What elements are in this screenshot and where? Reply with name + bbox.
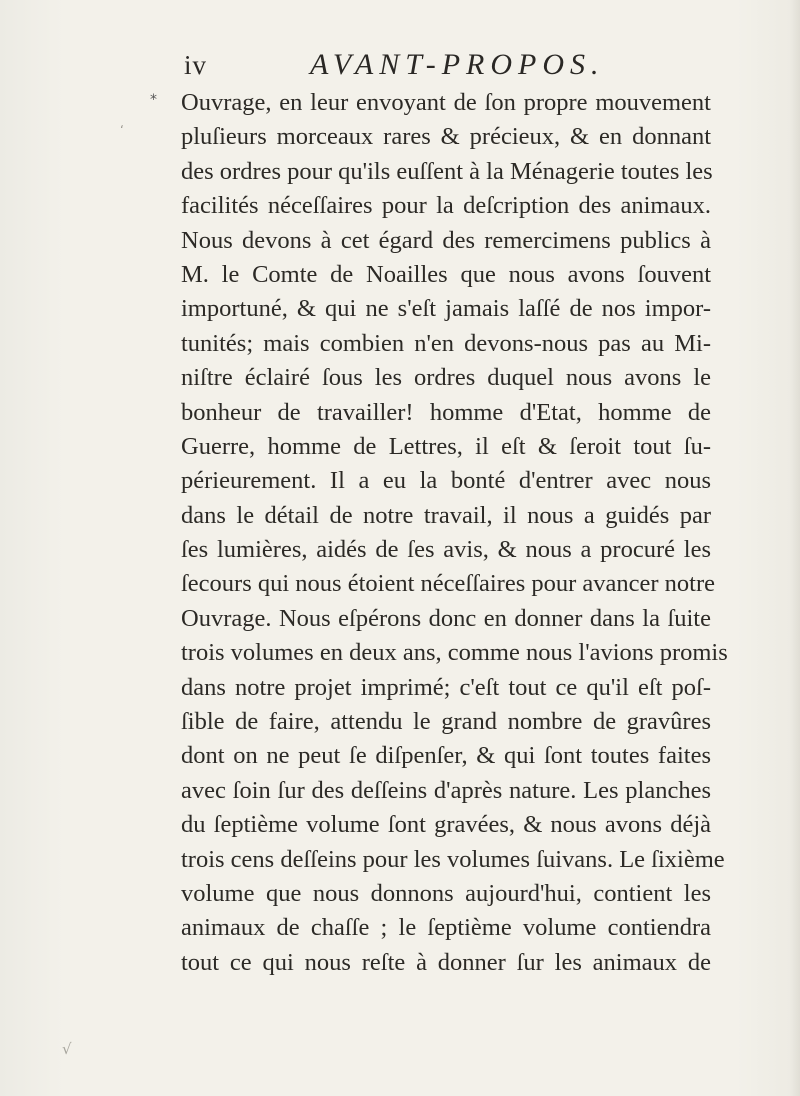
text-line: ſecours qui nous étoient néceſſaires pour avancer notre: [181, 570, 716, 598]
text-line: animaux de chaſſe ; le ſeptième volume contiendra: [181, 914, 711, 942]
text-line: avec ſoin ſur des deſſeins d'après nature. Les planches: [181, 776, 711, 804]
text-line: pluſieurs morceaux rares & précieux, & en donnant: [181, 123, 711, 151]
asterisk-mark: *: [150, 92, 157, 108]
text-line: Ouvrage. Nous eſpérons donc en donner dans la ſuite: [181, 604, 711, 632]
text-line: Nous devons à cet égard des remercimens publics à: [181, 226, 711, 254]
text-line: tout ce qui nous reſte à donner ſur les animaux de: [181, 948, 711, 976]
margin-tick-mark: ʻ: [120, 123, 124, 137]
text-line: tunités; mais combien n'en devons-nous pas au Mi-: [181, 329, 711, 357]
bottom-margin-mark: √: [62, 1040, 72, 1058]
text-line: facilités néceſſaires pour la deſcription des animaux.: [181, 192, 711, 220]
text-line: M. le Comte de Noailles que nous avons ſouvent: [181, 260, 711, 288]
text-line: importuné, & qui ne s'eſt jamais laſſé de nos impor-: [181, 295, 711, 323]
text-line: du ſeptième volume ſont gravées, & nous avons déjà: [181, 811, 711, 839]
body-text: [181, 86, 728, 980]
page-number: iv: [184, 50, 208, 80]
page-edge-shadow: [790, 0, 800, 1096]
text-line: niſtre éclairé ſous les ordres duquel nous avons le: [181, 364, 711, 392]
text-line: dont on ne peut ſe diſpenſer, & qui ſont toutes faites: [181, 742, 711, 770]
text-line: trois cens deſſeins pour les volumes ſuivans. Le ſixième: [181, 845, 725, 873]
text-line: trois volumes en deux ans, comme nous l'avions promis: [181, 639, 728, 667]
text-line: ſes lumières, aidés de ſes avis, & nous a procuré les: [181, 536, 711, 564]
running-head: AVANT-PROPOS.: [310, 48, 605, 81]
text-line: périeurement. Il a eu la bonté d'entrer avec nous: [181, 467, 711, 495]
text-line: volume que nous donnons aujourd'hui, contient les: [181, 879, 711, 907]
text-line: ſible de faire, attendu le grand nombre de gravûres: [181, 708, 711, 736]
text-line: Ouvrage, en leur envoyant de ſon propre mouvement: [181, 89, 711, 116]
text-line: des ordres pour qu'ils euſſent à la Ménagerie toutes les: [181, 157, 713, 185]
text-line: bonheur de travailler! homme d'Etat, homme de: [181, 398, 711, 426]
text-line: dans notre projet imprimé; c'eſt tout ce qu'il eſt poſ-: [181, 673, 711, 701]
text-line: dans le détail de notre travail, il nous a guidés par: [181, 501, 711, 529]
text-line: Guerre, homme de Lettres, il eſt & ſeroit tout ſu-: [181, 432, 711, 460]
